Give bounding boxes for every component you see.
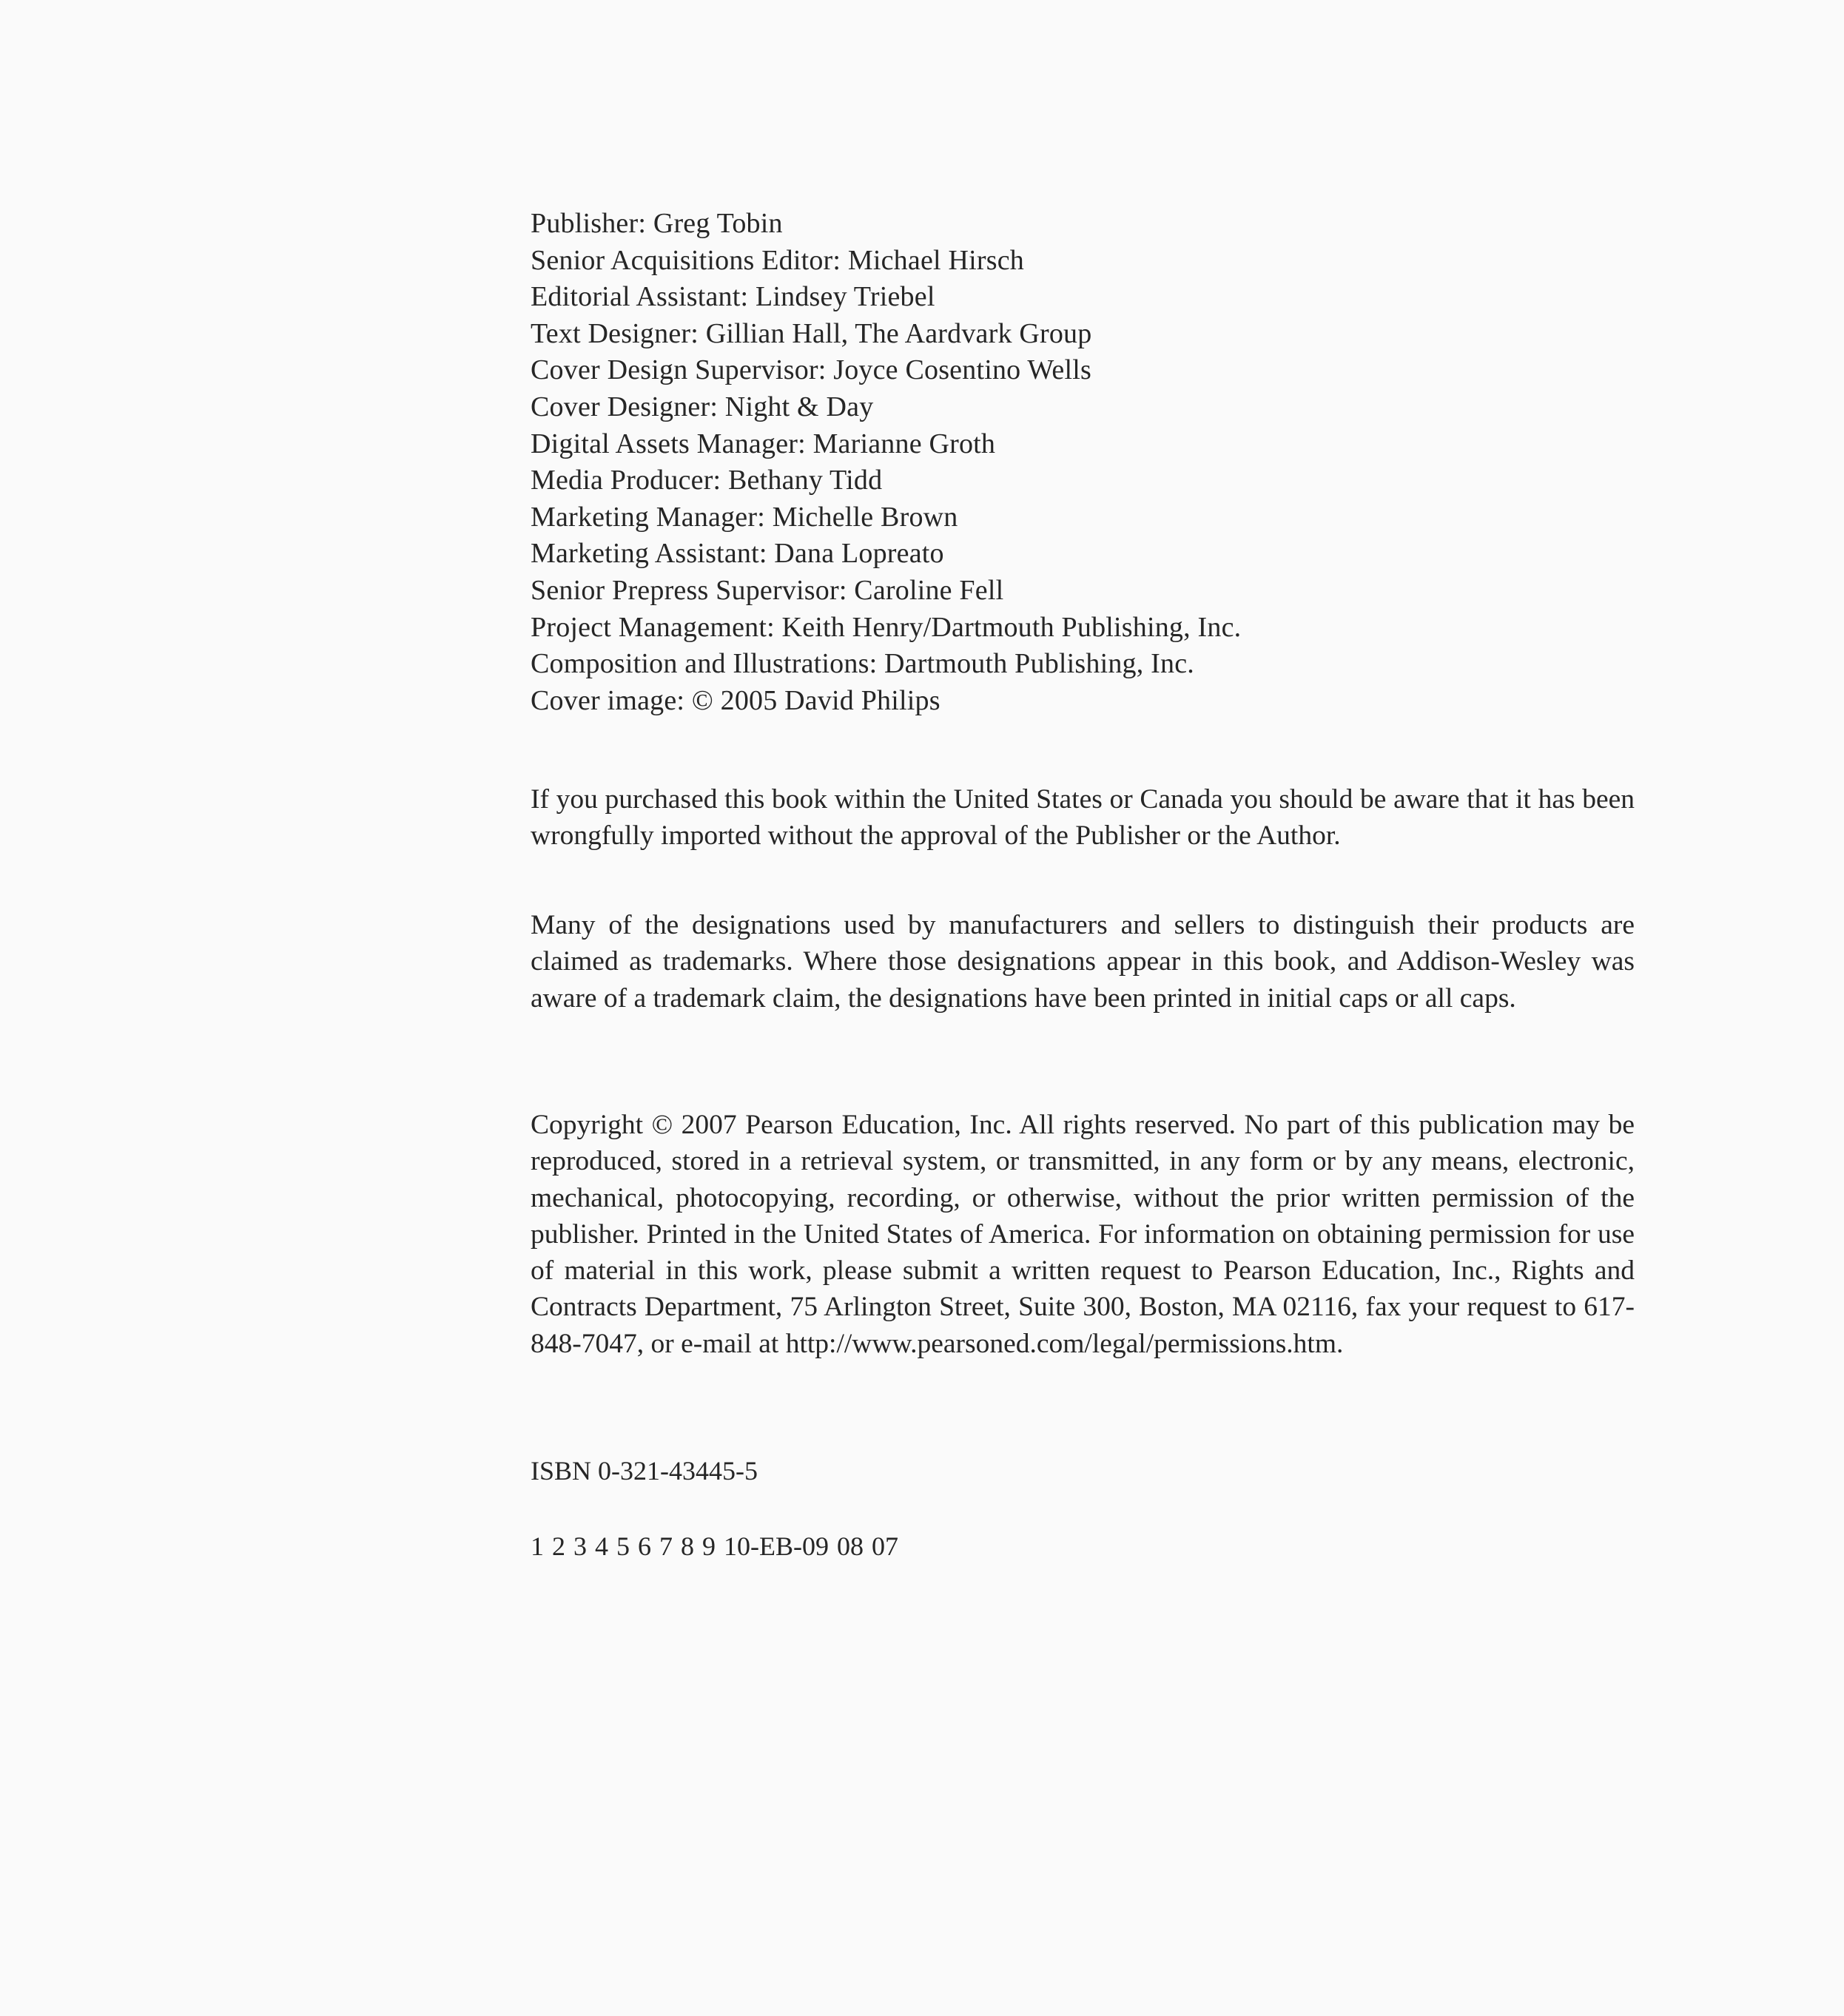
credit-publisher: Publisher: Greg Tobin: [531, 208, 783, 239]
trademark-notice: Many of the designations used by manufacturers and sellers to distinguish their products are claimed as trademarks. Where those designations appear in this book, and Addison-Wesley was aware of a trademark claim, the designations have been printed in initial caps or all caps.: [531, 910, 1635, 1014]
credit-project-management: Project Management: Keith Henry/Dartmouth Publishing, Inc.: [531, 611, 1242, 643]
credit-cover-designer: Cover Designer: Night & Day: [531, 391, 874, 422]
credit-digital-assets-manager: Digital Assets Manager: Marianne Groth: [531, 428, 996, 459]
printing-line: 1 2 3 4 5 6 7 8 9 10-EB-09 08 07: [531, 1531, 898, 1561]
credit-prepress-supervisor: Senior Prepress Supervisor: Caroline Fell: [531, 574, 1004, 606]
credit-cover-design-supervisor: Cover Design Supervisor: Joyce Cosentino Wells: [531, 354, 1091, 386]
credits-list: [531, 206, 1635, 719]
credit-marketing-manager: Marketing Manager: Michelle Brown: [531, 501, 958, 533]
credit-cover-image: Cover image: © 2005 David Philips: [531, 684, 940, 716]
credit-acquisitions-editor: Senior Acquisitions Editor: Michael Hirsch: [531, 244, 1024, 276]
page-content: [531, 206, 1635, 1561]
credit-media-producer: Media Producer: Bethany Tidd: [531, 465, 883, 496]
credit-text-designer: Text Designer: Gillian Hall, The Aardvark Group: [531, 317, 1092, 349]
isbn-number: ISBN 0-321-43445-5: [531, 1456, 758, 1486]
credit-composition: Composition and Illustrations: Dartmouth Publishing, Inc.: [531, 648, 1194, 680]
copyright-notice: Copyright © 2007 Pearson Education, Inc. All rights reserved. No part of this publication may be reproduced, stored in a retrieval system, or transmitted, in any form or by any means, electronic, mechanical, photocopying, recording, or otherwise, without the prior written permission of the publisher. Printed in the United States of America. For information on obtaining permission for use of material in this work, please submit a written request to Pearson Education, Inc., Rights and Contracts Department, 75 Arlington Street, Suite 300, Boston, MA 02116, fax your request to 617-848-7047, or e-mail at http://www.pearsoned.com/legal/permissions.htm.: [531, 1110, 1635, 1359]
import-notice: If you purchased this book within the United States or Canada you should be aware that it has been wrongfully imported without the approval of the Publisher or the Author.: [531, 784, 1635, 852]
credit-marketing-assistant: Marketing Assistant: Dana Lopreato: [531, 538, 944, 570]
credit-editorial-assistant: Editorial Assistant: Lindsey Triebel: [531, 281, 935, 313]
